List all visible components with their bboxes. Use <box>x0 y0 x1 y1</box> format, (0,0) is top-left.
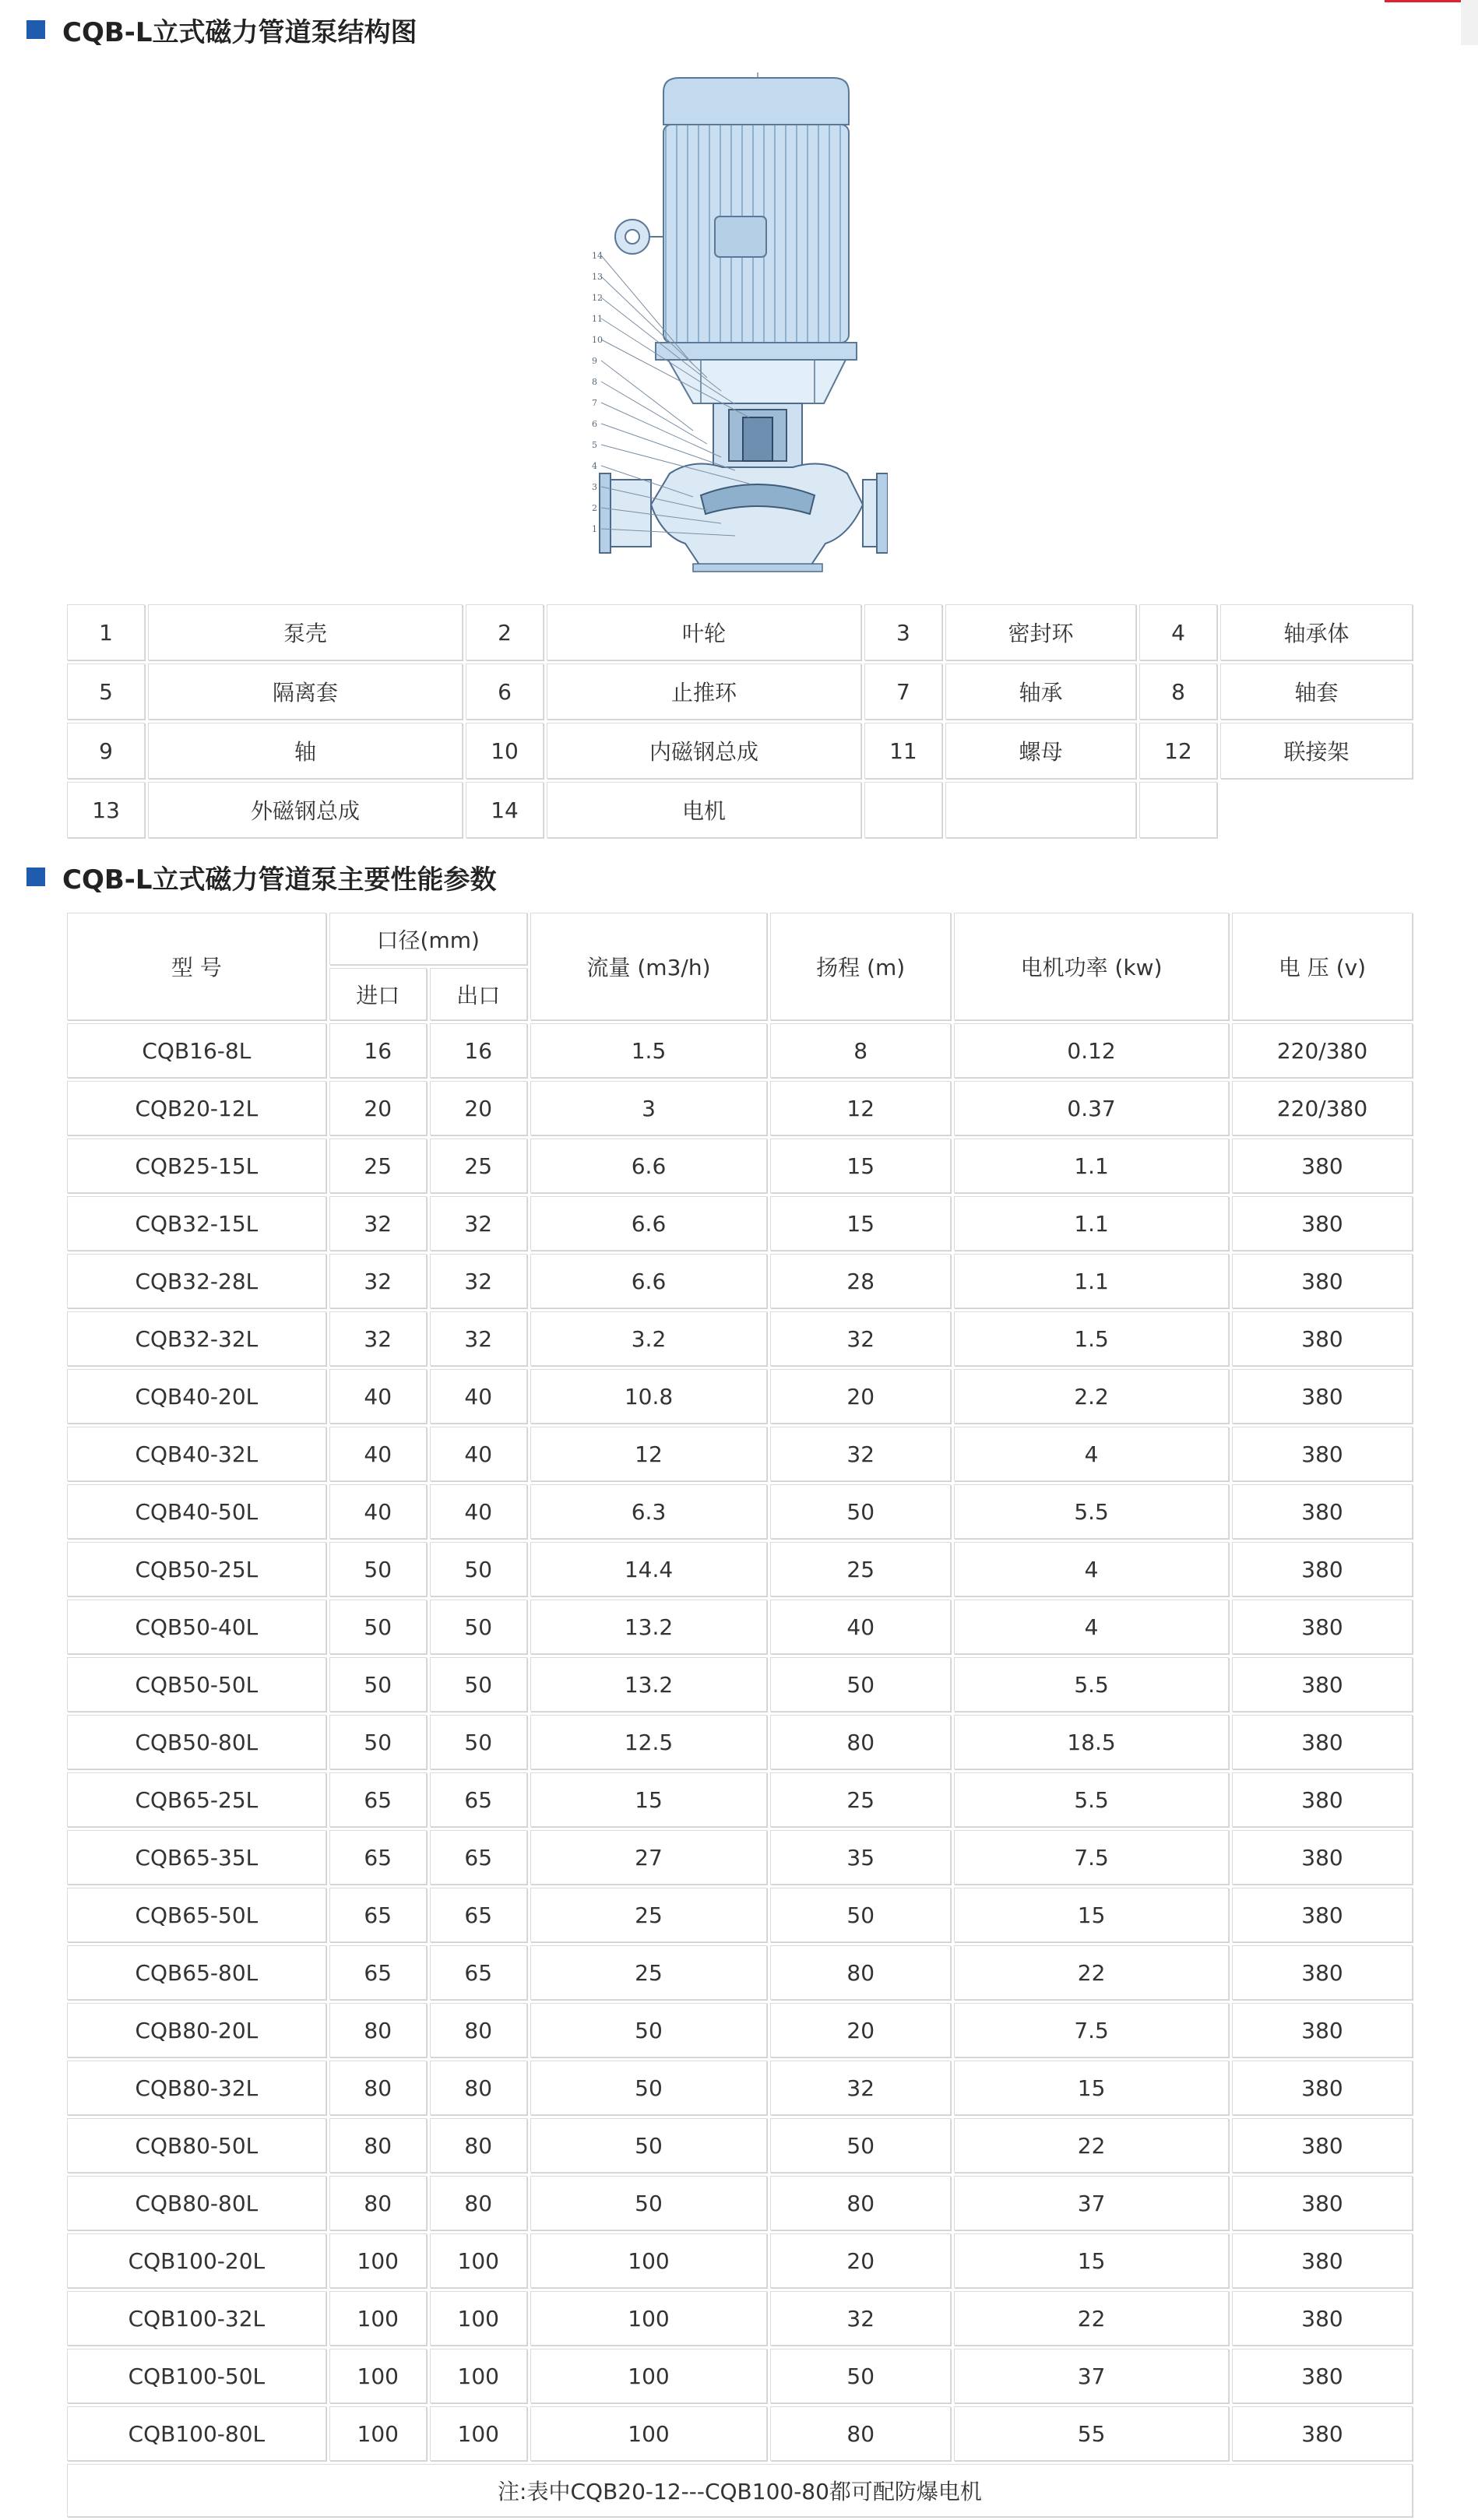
table-row <box>67 1484 1413 1539</box>
cell-model: CQB100-20L <box>67 2233 326 2288</box>
cell-inlet: 80 <box>329 2176 427 2230</box>
cell-inlet: 65 <box>329 1945 427 2000</box>
table-row <box>67 2233 1413 2288</box>
cell-model: CQB65-80L <box>67 1945 326 2000</box>
part-number: 14 <box>466 782 544 838</box>
cell-voltage: 380 <box>1232 2061 1413 2115</box>
table-row <box>67 1772 1413 1827</box>
cell-voltage: 380 <box>1232 2291 1413 2346</box>
cell-voltage: 220/380 <box>1232 1023 1413 1078</box>
cell-outlet: 100 <box>430 2406 527 2461</box>
cell-outlet: 40 <box>430 1369 527 1424</box>
part-number: 2 <box>466 604 544 660</box>
cell-outlet: 65 <box>430 1830 527 1885</box>
cell-flow: 25 <box>530 1945 768 2000</box>
table-row <box>67 1196 1413 1251</box>
cell-voltage: 380 <box>1232 1369 1413 1424</box>
cell-model: CQB40-32L <box>67 1427 326 1481</box>
cell-voltage: 380 <box>1232 1888 1413 1942</box>
cell-head: 28 <box>770 1254 951 1308</box>
cell-model: CQB50-50L <box>67 1657 326 1712</box>
cell-outlet: 100 <box>430 2233 527 2288</box>
table-row <box>67 1657 1413 1712</box>
cell-inlet: 80 <box>329 2003 427 2057</box>
header-caliber: 口径(mm) <box>329 913 527 965</box>
cell-model: CQB100-80L <box>67 2406 326 2461</box>
part-number <box>1139 782 1217 838</box>
cell-power: 18.5 <box>954 1715 1229 1769</box>
part-number: 6 <box>466 663 544 720</box>
cell-voltage: 380 <box>1232 2118 1413 2173</box>
table-row <box>67 1427 1413 1481</box>
cell-flow: 50 <box>530 2118 768 2173</box>
cell-outlet: 100 <box>430 2291 527 2346</box>
cell-head: 32 <box>770 1427 951 1481</box>
cell-outlet: 32 <box>430 1196 527 1251</box>
cell-head: 35 <box>770 1830 951 1885</box>
cell-power: 37 <box>954 2349 1229 2403</box>
cell-power: 4 <box>954 1600 1229 1654</box>
cell-model: CQB80-80L <box>67 2176 326 2230</box>
cell-voltage: 220/380 <box>1232 1081 1413 1135</box>
performance-table <box>64 910 1416 2520</box>
header-outlet: 出口 <box>430 968 527 1020</box>
table-row <box>67 1542 1413 1596</box>
cell-inlet: 20 <box>329 1081 427 1135</box>
cell-head: 32 <box>770 2061 951 2115</box>
table-row <box>67 663 1413 720</box>
cell-power: 22 <box>954 1945 1229 2000</box>
cell-head: 25 <box>770 1542 951 1596</box>
cell-power: 2.2 <box>954 1369 1229 1424</box>
cell-head: 50 <box>770 1888 951 1942</box>
cell-outlet: 80 <box>430 2176 527 2230</box>
cell-voltage: 380 <box>1232 1715 1413 1769</box>
cell-voltage: 380 <box>1232 2176 1413 2230</box>
section-header-performance <box>26 861 497 896</box>
table-note: 注:表中CQB20-12---CQB100-80都可配防爆电机 <box>67 2464 1413 2517</box>
cell-outlet: 50 <box>430 1542 527 1596</box>
part-name: 轴套 <box>1220 663 1413 720</box>
cell-flow: 13.2 <box>530 1600 768 1654</box>
cell-inlet: 50 <box>329 1657 427 1712</box>
cell-voltage: 380 <box>1232 1196 1413 1251</box>
cell-model: CQB32-15L <box>67 1196 326 1251</box>
section-header-structure <box>26 14 417 48</box>
table-row <box>67 1830 1413 1885</box>
square-bullet-icon <box>26 20 45 39</box>
part-number: 11 <box>864 723 942 779</box>
cell-inlet: 80 <box>329 2061 427 2115</box>
part-name: 泵壳 <box>148 604 463 660</box>
cell-head: 32 <box>770 1311 951 1366</box>
cell-outlet: 25 <box>430 1139 527 1193</box>
callout-label: 1 <box>592 524 597 534</box>
cell-flow: 27 <box>530 1830 768 1885</box>
cell-voltage: 380 <box>1232 1945 1413 2000</box>
cell-power: 5.5 <box>954 1484 1229 1539</box>
cell-voltage: 380 <box>1232 1254 1413 1308</box>
table-row <box>67 2291 1413 2346</box>
table-row <box>67 1311 1413 1366</box>
cell-voltage: 380 <box>1232 2349 1413 2403</box>
cell-inlet: 80 <box>329 2118 427 2173</box>
part-name: 联接架 <box>1220 723 1413 779</box>
callout-label: 10 <box>592 335 603 345</box>
cell-inlet: 32 <box>329 1254 427 1308</box>
cell-flow: 15 <box>530 1772 768 1827</box>
cell-voltage: 380 <box>1232 2003 1413 2057</box>
cell-model: CQB80-20L <box>67 2003 326 2057</box>
table-row <box>67 1023 1413 1078</box>
cell-flow: 100 <box>530 2349 768 2403</box>
cell-voltage: 380 <box>1232 1542 1413 1596</box>
part-name: 轴 <box>148 723 463 779</box>
cell-outlet: 40 <box>430 1427 527 1481</box>
header-power: 电机功率 (kw) <box>954 913 1229 1020</box>
section-title: CQB-L立式磁力管道泵主要性能参数 <box>62 864 497 896</box>
cell-flow: 6.3 <box>530 1484 768 1539</box>
cell-flow: 10.8 <box>530 1369 768 1424</box>
cell-voltage: 380 <box>1232 1657 1413 1712</box>
callout-label: 7 <box>592 398 597 408</box>
cell-power: 1.1 <box>954 1196 1229 1251</box>
cell-flow: 6.6 <box>530 1139 768 1193</box>
cell-head: 50 <box>770 1484 951 1539</box>
header-voltage: 电 压 (v) <box>1232 913 1413 1020</box>
cell-model: CQB100-50L <box>67 2349 326 2403</box>
callout-label: 9 <box>592 356 597 366</box>
cell-voltage: 380 <box>1232 1830 1413 1885</box>
cell-head: 80 <box>770 2176 951 2230</box>
callout-label: 8 <box>592 377 597 387</box>
callout-label: 11 <box>592 314 603 324</box>
cell-flow: 100 <box>530 2233 768 2288</box>
table-row <box>67 1600 1413 1654</box>
table-row <box>67 1715 1413 1769</box>
cell-head: 25 <box>770 1772 951 1827</box>
cell-voltage: 380 <box>1232 2233 1413 2288</box>
cell-outlet: 16 <box>430 1023 527 1078</box>
cell-voltage: 380 <box>1232 1484 1413 1539</box>
part-name: 轴承 <box>945 663 1136 720</box>
cell-outlet: 50 <box>430 1657 527 1712</box>
cell-model: CQB40-50L <box>67 1484 326 1539</box>
cell-outlet: 65 <box>430 1772 527 1827</box>
cell-inlet: 100 <box>329 2406 427 2461</box>
cell-power: 7.5 <box>954 2003 1229 2057</box>
cell-model: CQB20-12L <box>67 1081 326 1135</box>
cell-power: 15 <box>954 2061 1229 2115</box>
cell-outlet: 80 <box>430 2118 527 2173</box>
cell-flow: 6.6 <box>530 1254 768 1308</box>
cell-power: 0.12 <box>954 1023 1229 1078</box>
cell-power: 1.1 <box>954 1254 1229 1308</box>
cell-flow: 13.2 <box>530 1657 768 1712</box>
square-bullet-icon <box>26 868 45 886</box>
cell-voltage: 380 <box>1232 1600 1413 1654</box>
callout-label: 4 <box>592 461 597 471</box>
cell-outlet: 50 <box>430 1600 527 1654</box>
parts-table <box>64 601 1416 841</box>
cell-model: CQB80-32L <box>67 2061 326 2115</box>
table-row <box>67 2003 1413 2057</box>
cell-power: 22 <box>954 2291 1229 2346</box>
cell-model: CQB50-25L <box>67 1542 326 1596</box>
cell-power: 37 <box>954 2176 1229 2230</box>
cell-inlet: 100 <box>329 2233 427 2288</box>
part-number: 8 <box>1139 663 1217 720</box>
pump-structure-diagram <box>576 69 888 575</box>
cell-inlet: 40 <box>329 1427 427 1481</box>
table-row <box>67 1139 1413 1193</box>
table-row <box>67 2061 1413 2115</box>
table-row <box>67 1369 1413 1424</box>
table-row <box>67 2349 1413 2403</box>
part-number: 5 <box>67 663 145 720</box>
cell-outlet: 32 <box>430 1311 527 1366</box>
table-row <box>67 1945 1413 2000</box>
cell-power: 0.37 <box>954 1081 1229 1135</box>
cell-model: CQB50-80L <box>67 1715 326 1769</box>
cell-power: 4 <box>954 1542 1229 1596</box>
part-name: 内磁钢总成 <box>547 723 861 779</box>
cell-model: CQB16-8L <box>67 1023 326 1078</box>
cell-inlet: 50 <box>329 1600 427 1654</box>
cell-head: 20 <box>770 2003 951 2057</box>
cell-flow: 50 <box>530 2003 768 2057</box>
cell-outlet: 80 <box>430 2061 527 2115</box>
table-row <box>67 604 1413 660</box>
part-number: 3 <box>864 604 942 660</box>
header-model: 型 号 <box>67 913 326 1020</box>
part-number: 4 <box>1139 604 1217 660</box>
cell-flow: 3 <box>530 1081 768 1135</box>
part-name: 轴承体 <box>1220 604 1413 660</box>
table-row <box>67 1081 1413 1135</box>
header-flow: 流量 (m3/h) <box>530 913 768 1020</box>
cell-inlet: 100 <box>329 2349 427 2403</box>
cell-model: CQB80-50L <box>67 2118 326 2173</box>
cell-flow: 100 <box>530 2406 768 2461</box>
callout-label: 6 <box>592 419 597 429</box>
callout-label: 2 <box>592 503 597 513</box>
cell-outlet: 40 <box>430 1484 527 1539</box>
table-row <box>67 1254 1413 1308</box>
part-number: 10 <box>466 723 544 779</box>
cell-outlet: 65 <box>430 1945 527 2000</box>
part-name: 外磁钢总成 <box>148 782 463 838</box>
part-name <box>1220 782 1413 838</box>
cell-inlet: 32 <box>329 1311 427 1366</box>
cell-outlet: 65 <box>430 1888 527 1942</box>
cell-inlet: 100 <box>329 2291 427 2346</box>
part-number: 1 <box>67 604 145 660</box>
cell-voltage: 380 <box>1232 2406 1413 2461</box>
table-row <box>67 2406 1413 2461</box>
cell-head: 15 <box>770 1139 951 1193</box>
cell-power: 15 <box>954 2233 1229 2288</box>
cell-model: CQB65-35L <box>67 1830 326 1885</box>
cell-inlet: 50 <box>329 1542 427 1596</box>
part-number: 13 <box>67 782 145 838</box>
part-name: 密封环 <box>945 604 1136 660</box>
cell-head: 20 <box>770 2233 951 2288</box>
cell-flow: 3.2 <box>530 1311 768 1366</box>
cell-voltage: 380 <box>1232 1311 1413 1366</box>
header-head: 扬程 (m) <box>770 913 951 1020</box>
cell-model: CQB100-32L <box>67 2291 326 2346</box>
cell-outlet: 20 <box>430 1081 527 1135</box>
cell-flow: 14.4 <box>530 1542 768 1596</box>
cell-model: CQB32-28L <box>67 1254 326 1308</box>
cell-model: CQB65-50L <box>67 1888 326 1942</box>
callout-label: 14 <box>592 251 603 261</box>
cell-head: 50 <box>770 2349 951 2403</box>
cell-head: 32 <box>770 2291 951 2346</box>
cell-power: 5.5 <box>954 1657 1229 1712</box>
table-row <box>67 1888 1413 1942</box>
table-row <box>67 2118 1413 2173</box>
callout-label: 12 <box>592 293 603 303</box>
part-name <box>945 782 1136 838</box>
cell-power: 55 <box>954 2406 1229 2461</box>
cell-flow: 100 <box>530 2291 768 2346</box>
cell-head: 80 <box>770 2406 951 2461</box>
table-row <box>67 723 1413 779</box>
cell-voltage: 380 <box>1232 1139 1413 1193</box>
cell-inlet: 65 <box>329 1888 427 1942</box>
callout-label: 13 <box>592 272 603 282</box>
cell-flow: 12 <box>530 1427 768 1481</box>
cell-power: 4 <box>954 1427 1229 1481</box>
part-number <box>864 782 942 838</box>
callout-label: 5 <box>592 440 597 450</box>
table-row <box>67 2176 1413 2230</box>
cell-head: 15 <box>770 1196 951 1251</box>
cell-flow: 6.6 <box>530 1196 768 1251</box>
cell-power: 15 <box>954 1888 1229 1942</box>
header-inlet: 进口 <box>329 968 427 1020</box>
scroll-edge <box>1461 0 1478 45</box>
part-name: 止推环 <box>547 663 861 720</box>
part-name: 叶轮 <box>547 604 861 660</box>
cell-outlet: 50 <box>430 1715 527 1769</box>
part-name: 隔离套 <box>148 663 463 720</box>
cell-power: 7.5 <box>954 1830 1229 1885</box>
cell-inlet: 65 <box>329 1830 427 1885</box>
cell-power: 1.1 <box>954 1139 1229 1193</box>
part-number: 12 <box>1139 723 1217 779</box>
cell-power: 1.5 <box>954 1311 1229 1366</box>
cell-inlet: 32 <box>329 1196 427 1251</box>
cell-flow: 25 <box>530 1888 768 1942</box>
cell-model: CQB32-32L <box>67 1311 326 1366</box>
cell-power: 22 <box>954 2118 1229 2173</box>
cell-head: 80 <box>770 1715 951 1769</box>
cell-head: 12 <box>770 1081 951 1135</box>
part-name: 电机 <box>547 782 861 838</box>
cell-voltage: 380 <box>1232 1427 1413 1481</box>
cell-inlet: 16 <box>329 1023 427 1078</box>
cell-head: 50 <box>770 1657 951 1712</box>
part-number: 7 <box>864 663 942 720</box>
cell-head: 80 <box>770 1945 951 2000</box>
cell-head: 20 <box>770 1369 951 1424</box>
cell-power: 5.5 <box>954 1772 1229 1827</box>
cell-outlet: 32 <box>430 1254 527 1308</box>
cell-inlet: 40 <box>329 1369 427 1424</box>
callout-label: 3 <box>592 482 597 492</box>
cell-head: 40 <box>770 1600 951 1654</box>
part-name: 螺母 <box>945 723 1136 779</box>
cell-inlet: 65 <box>329 1772 427 1827</box>
cell-flow: 12.5 <box>530 1715 768 1769</box>
cell-outlet: 80 <box>430 2003 527 2057</box>
cell-model: CQB40-20L <box>67 1369 326 1424</box>
cell-voltage: 380 <box>1232 1772 1413 1827</box>
cell-inlet: 50 <box>329 1715 427 1769</box>
cell-head: 8 <box>770 1023 951 1078</box>
section-title: CQB-L立式磁力管道泵结构图 <box>62 16 417 48</box>
cell-flow: 50 <box>530 2061 768 2115</box>
cell-flow: 1.5 <box>530 1023 768 1078</box>
table-row <box>67 782 1413 838</box>
cell-model: CQB50-40L <box>67 1600 326 1654</box>
cell-model: CQB65-25L <box>67 1772 326 1827</box>
cell-flow: 50 <box>530 2176 768 2230</box>
cell-model: CQB25-15L <box>67 1139 326 1193</box>
cell-inlet: 25 <box>329 1139 427 1193</box>
part-number: 9 <box>67 723 145 779</box>
cell-inlet: 40 <box>329 1484 427 1539</box>
cell-head: 50 <box>770 2118 951 2173</box>
cell-outlet: 100 <box>430 2349 527 2403</box>
